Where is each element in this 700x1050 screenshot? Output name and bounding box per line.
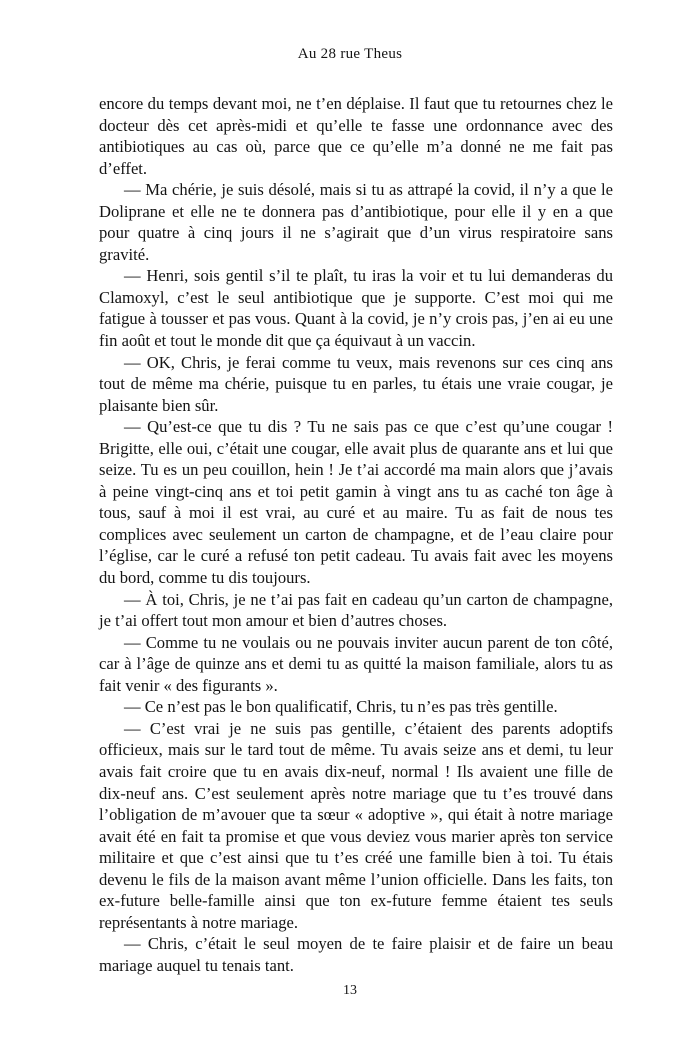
page-body [99,93,613,976]
paragraph: encore du temps devant moi, ne t’en déplaise. Il faut que tu retournes chez le docteur dès cet après-midi et qu’elle te fasse une ordonnance avec des antibiotiques au cas où, parce que ce qu’elle m’a donné ne me fait pas d’effet. [99,94,613,178]
paragraph: — C’est vrai je ne suis pas gentille, c’étaient des parents adoptifs officieux, mais sur le tard tout de même. Tu avais seize ans et demi, tu leur avais fait croire que tu en avais dix-neuf, normal ! Ils avaient une fille de dix-neuf ans. C’est seulement après notre mariage que tu t’es trouvé dans l’obligation de m’avouer que ta sœur « adoptive », qui était à notre mariage avait été en fait ta promise et que vous deviez vous marier après ton service militaire et que c’est ainsi que tu t’es créé une famille bien à toi. Tu étais devenu le fils de la maison avant même l’union officielle. Dans les faits, ton ex-future belle-famille ainsi que ton ex-future femme étaient tes seuls représentants à notre mariage. [99,718,613,932]
paragraph: — Qu’est-ce que tu dis ? Tu ne sais pas ce que c’est qu’une cougar ! Brigitte, elle oui, c’était une cougar, elle avait plus de quarante ans et lui que seize. Tu es un peu couillon, hein ! Je t’ai accordé ma main alors que j’avais à peine vingt-cinq ans et toi petit gamin à vingt ans tu as caché ton âge à tous, sauf à moi il est vrai, au curé et au maire. Tu as fait de nous tes complices avec seulement un carton de champagne, et de l’eau claire pour l’église, car le curé a refusé ton petit cadeau. Tu avais fait avec les moyens du bord, comme tu dis toujours. [99,417,613,588]
paragraph: — Henri, sois gentil s’il te plaît, tu iras la voir et tu lui demanderas du Clamoxyl, c’est le seul antibiotique que je supporte. C’est moi qui me fatigue à tousser et pas vous. Quant à la covid, je n’y crois pas, j’en ai eu une fin août et tout le monde dit que ça équivaut à un vaccin. [99,266,613,351]
paragraph: — À toi, Chris, je ne t’ai pas fait en cadeau qu’un carton de champagne, je t’ai offert tout mon amour et bien d’autres choses. [99,589,613,631]
paragraph: — OK, Chris, je ferai comme tu veux, mais revenons sur ces cinq ans tout de même ma chérie, puisque tu en parles, tu étais une vraie cougar, je plaisante bien sûr. [99,352,613,415]
paragraph: — Comme tu ne voulais ou ne pouvais inviter aucun parent de ton côté, car à l’âge de quinze ans et demi tu as quitté la maison familiale, alors tu as fait venir « des figurants ». [99,632,613,695]
paragraph: — Ma chérie, je suis désolé, mais si tu as attrapé la covid, il n’y a que le Doliprane et elle ne te donnera pas d’antibiotique, pour elle il y en a que pour quatre à cinq jours il ne s’agirait que d’un virus respiratoire sans gravité. [99,180,613,264]
page-number: 13 [343,983,357,998]
paragraph: — Ce n’est pas le bon qualificatif, Chris, tu n’es pas très gentille. [124,697,558,717]
running-header: Au 28 rue Theus [297,46,403,62]
paragraph: — Chris, c’était le seul moyen de te faire plaisir et de faire un beau mariage auquel tu tenais tant. [99,934,613,975]
